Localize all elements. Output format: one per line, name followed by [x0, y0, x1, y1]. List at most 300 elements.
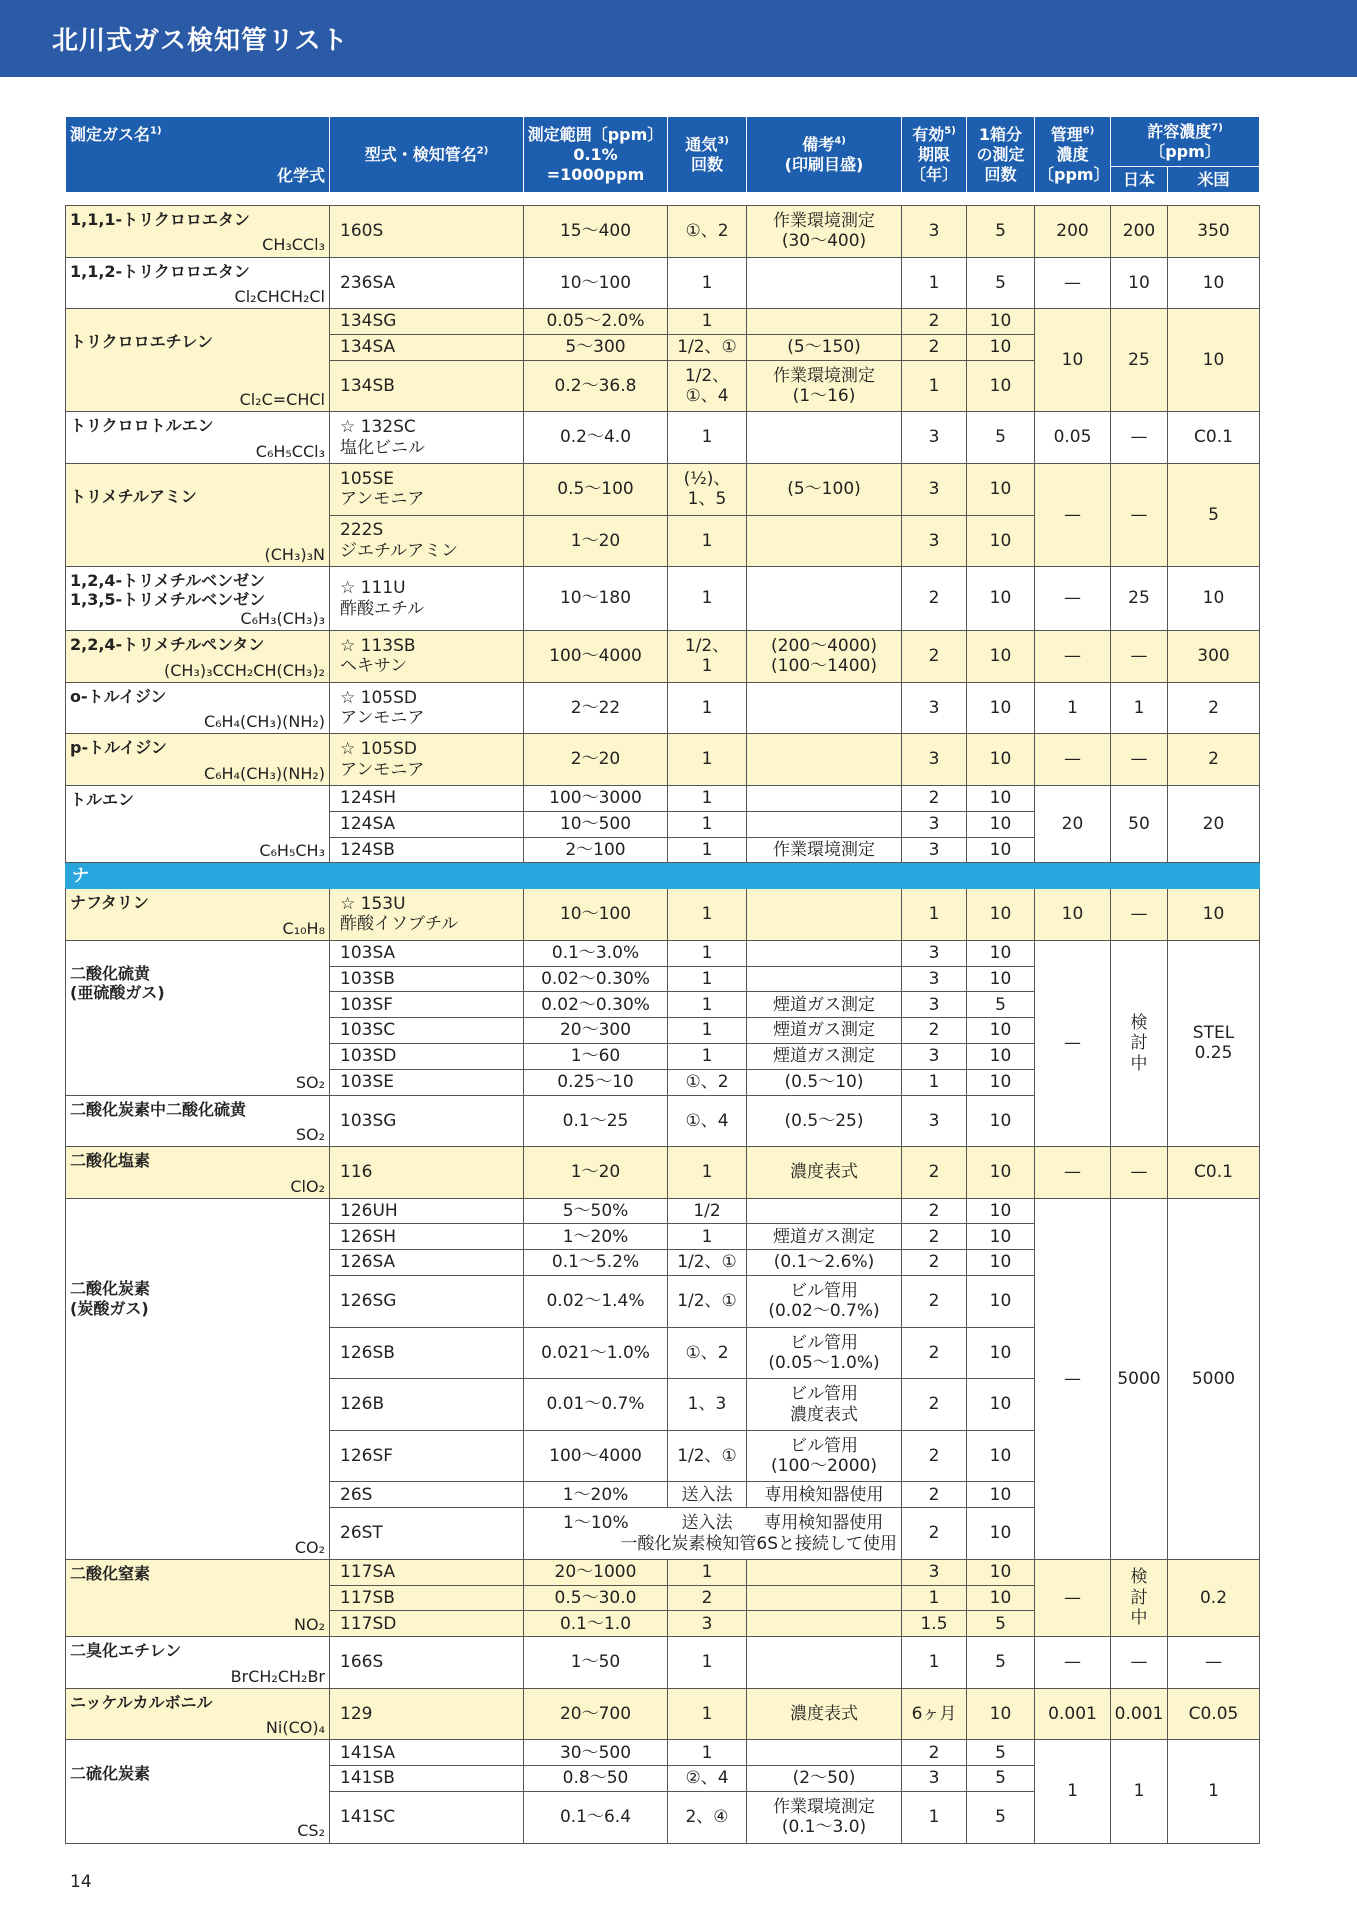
cell-note: 煙道ガス測定	[747, 1018, 902, 1044]
cell-valid: 3	[902, 206, 967, 258]
cell-range: 2～20	[524, 734, 668, 786]
cell-jp: 1	[1111, 682, 1168, 734]
chemical-formula: BrCH₂CH₂Br	[230, 1666, 325, 1686]
cell-passes: 1	[668, 567, 747, 631]
cell-valid: 3	[902, 811, 967, 837]
cell-count: 10	[967, 463, 1035, 515]
passes-label: 通気	[685, 134, 718, 154]
cell-valid: 3	[902, 1095, 967, 1147]
cell-passes: 1	[668, 1637, 747, 1689]
cell-range: 0.1～5.2%	[524, 1250, 668, 1276]
cell-valid: 3	[902, 412, 967, 464]
cell-count: 10	[967, 1198, 1035, 1224]
cell-range: 2～22	[524, 682, 668, 734]
cell-valid: 2	[902, 1224, 967, 1250]
cell-model: 103SB	[330, 966, 524, 992]
cell-jp: 0.001	[1111, 1688, 1168, 1740]
cell-passes: 送入法	[668, 1482, 747, 1508]
cell-model: 124SA	[330, 811, 524, 837]
cell-range: 0.1～25	[524, 1095, 668, 1147]
cell-range: 20～700	[524, 1688, 668, 1740]
cell-valid: 1	[902, 1637, 967, 1689]
section-label: ナ	[66, 863, 1260, 889]
cell-model: 117SB	[330, 1585, 524, 1611]
cell-note: 煙道ガス測定	[747, 1224, 902, 1250]
cell-name	[66, 567, 330, 631]
cell-name	[66, 1637, 330, 1689]
gas-name: 二酸化炭素 (炭酸ガス)	[70, 1279, 151, 1318]
cell-valid: 6ヶ月	[902, 1688, 967, 1740]
cell-note: 作業環境測定	[747, 837, 902, 863]
allow-unit: 〔ppm〕	[1149, 141, 1221, 161]
remarks-label: 備考	[802, 134, 835, 154]
footnote-ref: 3)	[717, 135, 729, 147]
cell-jp: —	[1111, 1147, 1168, 1199]
cell-count: 10	[967, 360, 1035, 412]
cell-note: ビル管用 濃度表式	[747, 1379, 902, 1431]
cell-count: 5	[967, 1637, 1035, 1689]
validity-label: 有効	[912, 124, 945, 144]
cell-range: 10～500	[524, 811, 668, 837]
cell-passes: 1/2、①	[668, 1276, 747, 1328]
cell-passes: 1	[668, 940, 747, 966]
cell-model: 160S	[330, 206, 524, 258]
cell-range: 1～20	[524, 1147, 668, 1199]
cell-note: (5～150)	[747, 334, 902, 360]
cell-valid: 2	[902, 1250, 967, 1276]
cell-count: 10	[967, 1147, 1035, 1199]
table-row	[66, 889, 1260, 941]
cell-count: 5	[967, 1792, 1035, 1844]
model-label: 型式・検知管名	[364, 144, 477, 164]
cell-name	[66, 309, 330, 412]
cell-model: 126SH	[330, 1224, 524, 1250]
cell-count: 10	[967, 734, 1035, 786]
cell-range: 1～50	[524, 1637, 668, 1689]
admin-label: 管理	[1050, 124, 1083, 144]
cell-count: 10	[967, 1379, 1035, 1431]
cell-us: 300	[1168, 631, 1260, 683]
gas-name: トルエン	[70, 789, 135, 809]
cell-us: 2	[1168, 734, 1260, 786]
cell-count: 10	[967, 1585, 1035, 1611]
cell-us: 0.2	[1168, 1559, 1260, 1636]
cell-model: 103SF	[330, 992, 524, 1018]
cell-valid: 2	[902, 1508, 967, 1560]
cell-us: 10	[1168, 889, 1260, 941]
cell-model: ☆ 105SD アンモニア	[330, 682, 524, 734]
cell-passes: 2	[668, 1585, 747, 1611]
cell-valid: 2	[902, 1430, 967, 1482]
cell-admin: —	[1035, 1559, 1111, 1636]
cell-passes: 1	[668, 682, 747, 734]
cell-note: (0.1～2.6%)	[747, 1250, 902, 1276]
cell-valid: 2	[902, 1482, 967, 1508]
cell-note: 濃度表式	[747, 1688, 902, 1740]
chemical-formula: C₁₀H₈	[282, 918, 325, 938]
cell-passes: 1	[668, 1043, 747, 1069]
chemical-formula: (CH₃)₃CCH₂CH(CH₃)₂	[163, 660, 325, 680]
cell-range: 5～300	[524, 334, 668, 360]
header-japan: 日本	[1111, 167, 1168, 193]
header-remarks	[747, 117, 902, 193]
cell-note: ビル管用 (100～2000)	[747, 1430, 902, 1482]
cell-range: 5～50%	[524, 1198, 668, 1224]
cell-count: 5	[967, 1740, 1035, 1766]
chemical-formula: Ni(CO)₄	[265, 1718, 325, 1738]
cell-note	[747, 785, 902, 811]
gas-name: 二臭化エチレン	[70, 1641, 182, 1661]
footnote-ref: 2)	[476, 145, 489, 157]
span-line-1	[524, 1513, 901, 1533]
cell-note: 専用検知器使用	[747, 1482, 902, 1508]
cell-valid: 2	[902, 1147, 967, 1199]
cell-us: 2	[1168, 682, 1260, 734]
cell-passes: ②、4	[668, 1766, 747, 1792]
cell-valid: 2	[902, 631, 967, 683]
cell-note	[747, 1559, 902, 1585]
cell-passes: 1	[668, 992, 747, 1018]
cell-note: (0.5～10)	[747, 1069, 902, 1095]
cell-note: (0.5～25)	[747, 1095, 902, 1147]
cell-model: 117SD	[330, 1611, 524, 1637]
header-range: 測定範囲〔ppm〕 0.1% =1000ppm	[524, 117, 668, 193]
cell-passes: 1	[668, 1147, 747, 1199]
gas-name: 1,2,4-トリメチルベンゼン 1,3,5-トリメチルベンゼン	[70, 571, 266, 610]
chemical-formula: ClO₂	[290, 1176, 325, 1196]
cell-valid: 3	[902, 940, 967, 966]
chemical-formula: C₆H₅CH₃	[259, 841, 325, 861]
cell-range: 20～300	[524, 1018, 668, 1044]
cell-jp: —	[1111, 1637, 1168, 1689]
cell-valid: 2	[902, 1740, 967, 1766]
cell-count: 10	[967, 1559, 1035, 1585]
cell-valid: 1	[902, 360, 967, 412]
cell-count: 10	[967, 309, 1035, 335]
cell-note	[747, 682, 902, 734]
cell-note	[747, 1198, 902, 1224]
cell-us: —	[1168, 1637, 1260, 1689]
cell-count: 10	[967, 1095, 1035, 1147]
footnote-ref: 1)	[150, 125, 162, 137]
cell-model: ☆ 132SC 塩化ビニル	[330, 412, 524, 464]
cell-passes: (½)、 1、5	[668, 463, 747, 515]
cell-note: 専用検知器使用	[764, 1513, 884, 1534]
cell-model: 134SG	[330, 309, 524, 335]
cell-model: 134SB	[330, 360, 524, 412]
gas-tube-table	[65, 205, 1260, 1844]
formula-label: 化学式	[276, 166, 325, 185]
header-gas-name	[66, 117, 330, 193]
cell-note: (200～4000) (100～1400)	[747, 631, 902, 683]
gas-name: 二酸化硫黄 (亜硫酸ガス)	[70, 963, 165, 1003]
cell-us: 350	[1168, 206, 1260, 258]
footnote-ref: 5)	[944, 125, 956, 137]
cell-us: C0.1	[1168, 412, 1260, 464]
cell-name	[66, 463, 330, 566]
cell-admin: —	[1035, 1637, 1111, 1689]
cell-jp: 10	[1111, 257, 1168, 309]
chemical-formula: Cl₂CHCH₂Cl	[234, 287, 325, 306]
cell-admin: —	[1035, 567, 1111, 631]
cell-passes: 1/2、①	[668, 1250, 747, 1276]
cell-range: 0.2～36.8	[524, 360, 668, 412]
cell-range: 0.02～0.30%	[524, 966, 668, 992]
cell-passes: 1/2、①	[668, 1430, 747, 1482]
cell-valid: 3	[902, 992, 967, 1018]
cell-jp: —	[1111, 412, 1168, 464]
cell-model: 126UH	[330, 1198, 524, 1224]
cell-range: 0.5～30.0	[524, 1585, 668, 1611]
cell-count: 10	[967, 334, 1035, 360]
cell-model: 134SA	[330, 334, 524, 360]
cell-admin: 200	[1035, 206, 1111, 258]
cell-count: 5	[967, 412, 1035, 464]
cell-range: 1～20	[524, 515, 668, 567]
cell-count: 10	[967, 940, 1035, 966]
cell-jp: 1	[1111, 1740, 1168, 1843]
cell-valid: 1	[902, 257, 967, 309]
cell-note: 作業環境測定 (1～16)	[747, 360, 902, 412]
cell-jp: 200	[1111, 206, 1168, 258]
cell-range: 0.1～1.0	[524, 1611, 668, 1637]
chemical-formula: (CH₃)₃N	[264, 544, 325, 564]
cell-count: 10	[967, 682, 1035, 734]
passes-label-2: 回数	[690, 154, 723, 174]
cell-note	[747, 1637, 902, 1689]
cell-admin: —	[1035, 940, 1111, 1146]
cell-range: 1～10%	[563, 1513, 629, 1534]
table-row	[66, 940, 1260, 966]
cell-jp: —	[1111, 889, 1168, 941]
cell-note	[747, 1611, 902, 1637]
cell-admin: 1	[1035, 1740, 1111, 1843]
gas-name: トリメチルアミン	[70, 487, 197, 507]
cell-passes: 1	[668, 785, 747, 811]
cell-count: 10	[967, 1069, 1035, 1095]
header-allowable	[1111, 117, 1260, 167]
cell-admin: 20	[1035, 785, 1111, 862]
cell-note	[747, 515, 902, 567]
cell-count: 10	[967, 811, 1035, 837]
validity-label-2: 期限 〔年〕	[909, 144, 958, 184]
cell-range: 0.1～3.0%	[524, 940, 668, 966]
cell-valid: 2	[902, 1018, 967, 1044]
cell-model: 26S	[330, 1482, 524, 1508]
cell-valid: 1.5	[902, 1611, 967, 1637]
cell-model: 141SC	[330, 1792, 524, 1844]
cell-passes: ①、4	[668, 1095, 747, 1147]
cell-passes: 1	[668, 837, 747, 863]
cell-valid: 2	[902, 1379, 967, 1431]
chemical-formula: NO₂	[294, 1615, 325, 1635]
cell-note	[747, 734, 902, 786]
cell-us: C0.1	[1168, 1147, 1260, 1199]
header-model	[330, 117, 524, 193]
cell-model: 116	[330, 1147, 524, 1199]
cell-valid: 3	[902, 1766, 967, 1792]
header-passes	[668, 117, 747, 193]
cell-name	[66, 1688, 330, 1740]
cell-valid: 3	[902, 837, 967, 863]
cell-range: 100～4000	[524, 631, 668, 683]
cell-valid: 3	[902, 682, 967, 734]
cell-note	[747, 1740, 902, 1766]
cell-valid: 2	[902, 785, 967, 811]
cell-range: 1～20%	[524, 1482, 668, 1508]
cell-count: 5	[967, 1766, 1035, 1792]
cell-model: 26ST	[330, 1508, 524, 1560]
page-number: 14	[70, 1872, 92, 1892]
table-row	[66, 309, 1260, 335]
chemical-formula: Cl₂C=CHCl	[239, 390, 325, 410]
header-validity	[902, 117, 967, 193]
cell-note: 濃度表式	[747, 1147, 902, 1199]
cell-name	[66, 1559, 330, 1636]
cell-count: 10	[967, 785, 1035, 811]
cell-note: 作業環境測定 (0.1～3.0)	[747, 1792, 902, 1844]
cell-passes: 1	[668, 1688, 747, 1740]
gas-name: 二酸化塩素	[70, 1151, 151, 1171]
gas-name: トリクロロトルエン	[70, 416, 214, 436]
page-title: 北川式ガス検知管リスト	[52, 26, 349, 56]
cell-passes: 1	[668, 515, 747, 567]
header-usa: 米国	[1168, 167, 1260, 193]
cell-range: 100～3000	[524, 785, 668, 811]
table-row	[66, 1198, 1260, 1224]
cell-model: 105SE アンモニア	[330, 463, 524, 515]
cell-model: ☆ 153U 酢酸イソブチル	[330, 889, 524, 941]
cell-passes: 1	[668, 1559, 747, 1585]
cell-passes: 1、3	[668, 1379, 747, 1431]
cell-passes: 1	[668, 1740, 747, 1766]
cell-note	[747, 309, 902, 335]
cell-range: 10～100	[524, 889, 668, 941]
cell-passes: 1	[668, 966, 747, 992]
cell-jp: 検 討 中	[1111, 1559, 1168, 1636]
cell-count: 10	[967, 1482, 1035, 1508]
cell-passes: 1/2、①	[668, 334, 747, 360]
cell-range: 0.2～4.0	[524, 412, 668, 464]
cell-us: 10	[1168, 309, 1260, 412]
cell-count: 10	[967, 1508, 1035, 1560]
cell-us: 5000	[1168, 1198, 1260, 1559]
cell-count: 10	[967, 1276, 1035, 1328]
cell-admin: —	[1035, 631, 1111, 683]
table-header	[65, 116, 1260, 193]
cell-admin: 0.05	[1035, 412, 1111, 464]
cell-us: 5	[1168, 463, 1260, 566]
table-row	[66, 567, 1260, 631]
cell-model: 129	[330, 1688, 524, 1740]
gas-name: 1,1,1-トリクロロエタン	[70, 210, 250, 229]
cell-admin: 10	[1035, 889, 1111, 941]
chemical-formula: CO₂	[294, 1537, 325, 1557]
chemical-formula: CH₃CCl₃	[262, 235, 325, 255]
cell-note: (2～50)	[747, 1766, 902, 1792]
cell-range: 0.1～6.4	[524, 1792, 668, 1844]
gas-name: 2,2,4-トリメチルペンタン	[70, 635, 265, 655]
cell-model: 124SB	[330, 837, 524, 863]
cell-valid: 2	[902, 334, 967, 360]
cell-passes: 1	[668, 889, 747, 941]
cell-count: 10	[967, 515, 1035, 567]
cell-model: 222S ジエチルアミン	[330, 515, 524, 567]
cell-model: ☆ 113SB ヘキサン	[330, 631, 524, 683]
cell-admin: —	[1035, 463, 1111, 566]
cell-range: 10～180	[524, 567, 668, 631]
gas-name: ニッケルカルボニル	[70, 1692, 213, 1712]
gas-name: 1,1,2-トリクロロエタン	[70, 261, 250, 281]
cell-admin: —	[1035, 734, 1111, 786]
cell-model: 126B	[330, 1379, 524, 1431]
cell-note	[747, 1585, 902, 1611]
table-row	[66, 1559, 1260, 1585]
cell-count: 5	[967, 206, 1035, 258]
gas-name: 二酸化炭素中二酸化硫黄	[70, 1099, 247, 1119]
cell-count: 10	[967, 966, 1035, 992]
cell-note	[747, 811, 902, 837]
cell-count: 10	[967, 1018, 1035, 1044]
cell-name	[66, 1095, 330, 1147]
cell-model: 103SG	[330, 1095, 524, 1147]
cell-range: 1～60	[524, 1043, 668, 1069]
table-row	[66, 257, 1260, 309]
cell-name	[66, 734, 330, 786]
cell-us: C0.05	[1168, 1688, 1260, 1740]
gas-name: p-トルイジン	[70, 738, 167, 758]
cell-range: 10～100	[524, 257, 668, 309]
cell-name	[66, 631, 330, 683]
cell-valid: 1	[902, 1069, 967, 1095]
cell-count: 10	[967, 1688, 1035, 1740]
cell-passes: 1	[668, 1018, 747, 1044]
cell-jp: —	[1111, 463, 1168, 566]
chemical-formula: C₆H₅CCl₃	[255, 441, 325, 461]
cell-jp: —	[1111, 734, 1168, 786]
cell-jp: 50	[1111, 785, 1168, 862]
gas-name: 二硫化炭素	[70, 1763, 151, 1783]
chemical-formula: SO₂	[295, 1124, 325, 1144]
cell-note	[747, 889, 902, 941]
cell-range: 0.05～2.0%	[524, 309, 668, 335]
cell-passes: 1	[668, 309, 747, 335]
cell-range: 0.02～0.30%	[524, 992, 668, 1018]
cell-us: 20	[1168, 785, 1260, 862]
table-row	[66, 631, 1260, 683]
header-count: 1箱分 の測定 回数	[967, 117, 1035, 193]
cell-count: 10	[967, 837, 1035, 863]
table-row	[66, 1147, 1260, 1199]
cell-count: 5	[967, 257, 1035, 309]
table-row	[66, 206, 1260, 258]
cell-valid: 2	[902, 1276, 967, 1328]
cell-admin: —	[1035, 1147, 1111, 1199]
cell-passes: 1/2、 ①、4	[668, 360, 747, 412]
cell-range: 15～400	[524, 206, 668, 258]
cell-name	[66, 785, 330, 862]
cell-name	[66, 682, 330, 734]
cell-passes: 1	[668, 811, 747, 837]
cell-name	[66, 1198, 330, 1559]
cell-note: 煙道ガス測定	[747, 1043, 902, 1069]
cell-passes: 3	[668, 1611, 747, 1637]
footnote-ref: 6)	[1082, 125, 1095, 137]
cell-model: 126SA	[330, 1250, 524, 1276]
cell-range-passes-note	[524, 1508, 902, 1560]
section-row	[66, 863, 1260, 889]
chemical-formula: SO₂	[295, 1073, 325, 1093]
